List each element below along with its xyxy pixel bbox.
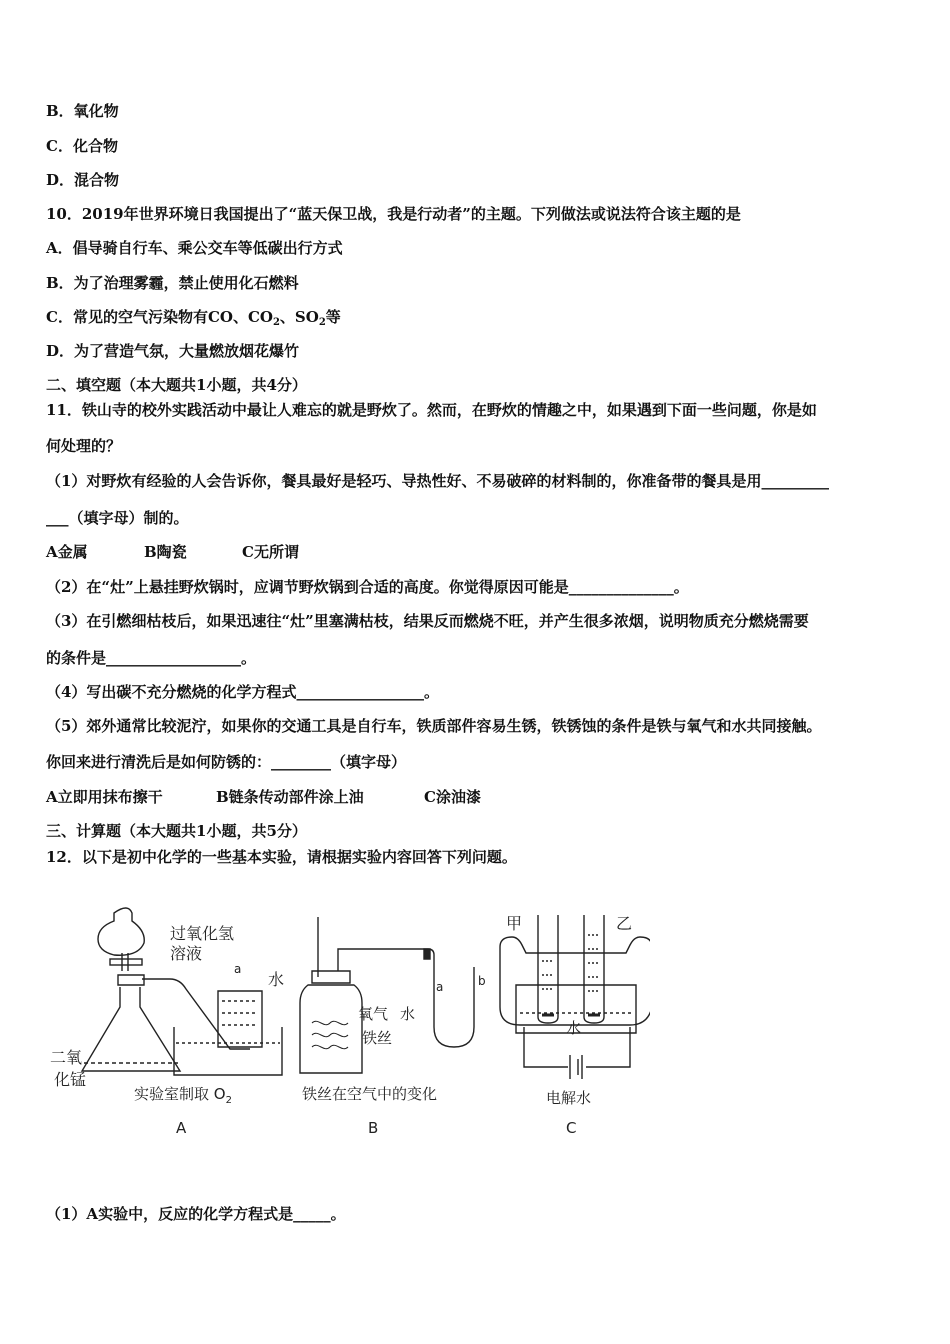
c-battery [570,1055,582,1079]
b-caption: 铁丝在空气中的变化 [302,1085,438,1103]
q10-option-d: D．为了营造气氛，大量燃放烟花爆竹 [46,342,300,360]
q11-part5-options [46,787,481,807]
c-outer-vessel [500,937,650,1025]
q12-part1: （1）A实验中，反应的化学方程式是_____。 [46,1205,346,1223]
q11-p5-option-a: A立即用抹布擦干 [46,788,163,806]
q9-option-b: B．氧化物 [46,102,119,120]
q11-part4: （4）写出碳不充分燃烧的化学方程式_________________。 [46,683,439,701]
q10-option-c [46,307,341,327]
a-catalyst-1: 二氧 [50,1048,83,1067]
q11-part2: （2）在“灶”上悬挂野炊锅时，应调节野炊锅到合适的高度。你觉得原因可能是______________。 [46,578,689,596]
c-left-label: 甲 [506,914,523,933]
a-caption [134,1085,232,1106]
q12-stem: 12．以下是初中化学的一些基本实验，请根据实验内容回答下列问题。 [46,848,517,866]
c-right-label: 乙 [616,914,633,933]
q11-part1-line2: ___（填字母）制的。 [46,509,189,527]
b-oxygen-label: 氧气 [358,1005,389,1023]
q11-stem-line1: 11．铁山寺的校外实践活动中最让人难忘的就是野炊了。然而，在野炊的情趣之中，如果遇到下面一些问题，你是如 [46,401,817,419]
q11-part5-line1: （5）郊外通常比较泥泞，如果你的交通工具是自行车，铁质部件容易生锈，铁锈蚀的条件是铁与氧气和水共同接触。 [46,717,822,735]
q11-p1-option-a: A金属 [46,543,88,561]
b-water-label: 水 [400,1005,416,1023]
q11-p5-option-b: B链条传动部件涂上油 [216,788,364,806]
b-wire-label: 铁丝 [362,1029,393,1047]
b-rubber-joint [424,949,430,959]
stopper [118,975,144,985]
c-tube-right [584,915,604,1023]
gas-collecting-bottle [218,991,262,1047]
section-2-heading: 二、填空题（本大题共1小题，共4分） [46,376,307,394]
b-letter: B [368,1119,379,1137]
apparatus-b [300,917,474,1073]
conical-flask [82,987,180,1071]
delivery-tube [142,979,250,1049]
c-tube-water [542,935,600,991]
q10-c-post: 等 [325,308,341,326]
b-connecting-tube [338,949,474,1047]
q10-option-a: A．倡导骑自行车、乘公交车等低碳出行方式 [46,239,343,257]
a-caption-main: 实验室制取 O [134,1085,226,1103]
water-trough [174,1027,282,1075]
b-label-a: a [436,980,444,994]
a-catalyst-2: 化锰 [54,1070,87,1089]
c-tube-left [538,915,558,1023]
q11-part1-line1: （1）对野炊有经验的人会告诉你，餐具最好是轻巧、导热性好、不易破碎的材料制的，你准备带的餐具是用_________ [46,472,829,490]
q11-stem-line2: 何处理的？ [46,437,122,455]
q11-part5-line2: 你回来进行清洗后是如何防锈的：________（填字母） [46,753,407,771]
c-water-label: 水 [566,1019,582,1037]
stopcock [110,959,142,965]
q11-p1-option-c: C无所谓 [242,543,299,561]
apparatus-c [500,915,650,1079]
q10-c-mid: 、SO [279,308,319,326]
c-letter: C [566,1119,577,1137]
c-caption: 电解水 [546,1089,592,1107]
iron-wire-coil [312,1021,348,1048]
separatory-funnel [98,908,144,955]
a-water-label: 水 [268,970,285,989]
experiment-figure [50,895,650,1145]
q9-option-d: D．混合物 [46,171,120,189]
q10-option-b: B．为了治理雾霾，禁止使用化石燃料 [46,274,299,292]
q11-part1-options [46,542,299,562]
a-caption-sub: 2 [225,1095,232,1106]
b-label-b: b [478,974,486,988]
bottle-water [222,1001,258,1025]
a-letter: A [176,1119,187,1137]
q10-c-pre: C．常见的空气污染物有CO、CO [46,308,273,326]
q10-stem: 10．2019年世界环境日我国提出了“蓝天保卫战，我是行动者”的主题。下列做法或说法符合该主题的是 [46,205,741,223]
a-reagent-2: 溶液 [170,944,203,963]
q11-part3-line1: （3）在引燃细枯枝后，如果迅速往“灶”里塞满枯枝，结果反而燃烧不旺，并产生很多浓烟，说明物质充分燃烧需要 [46,612,809,630]
b-bottle [300,985,362,1073]
q11-p5-option-c: C涂油漆 [424,788,481,806]
a-reagent-1: 过氧化氢 [170,924,235,943]
q11-part3-line2: 的条件是__________________。 [46,649,257,667]
a-label-a: a [234,962,242,976]
q9-option-c: C．化合物 [46,137,118,155]
section-3-heading: 三、计算题（本大题共1小题，共5分） [46,822,307,840]
q10-c-sub2: 2 [318,317,326,328]
q11-p1-option-b: B陶瓷 [144,543,187,561]
q10-c-sub1: 2 [272,317,280,328]
